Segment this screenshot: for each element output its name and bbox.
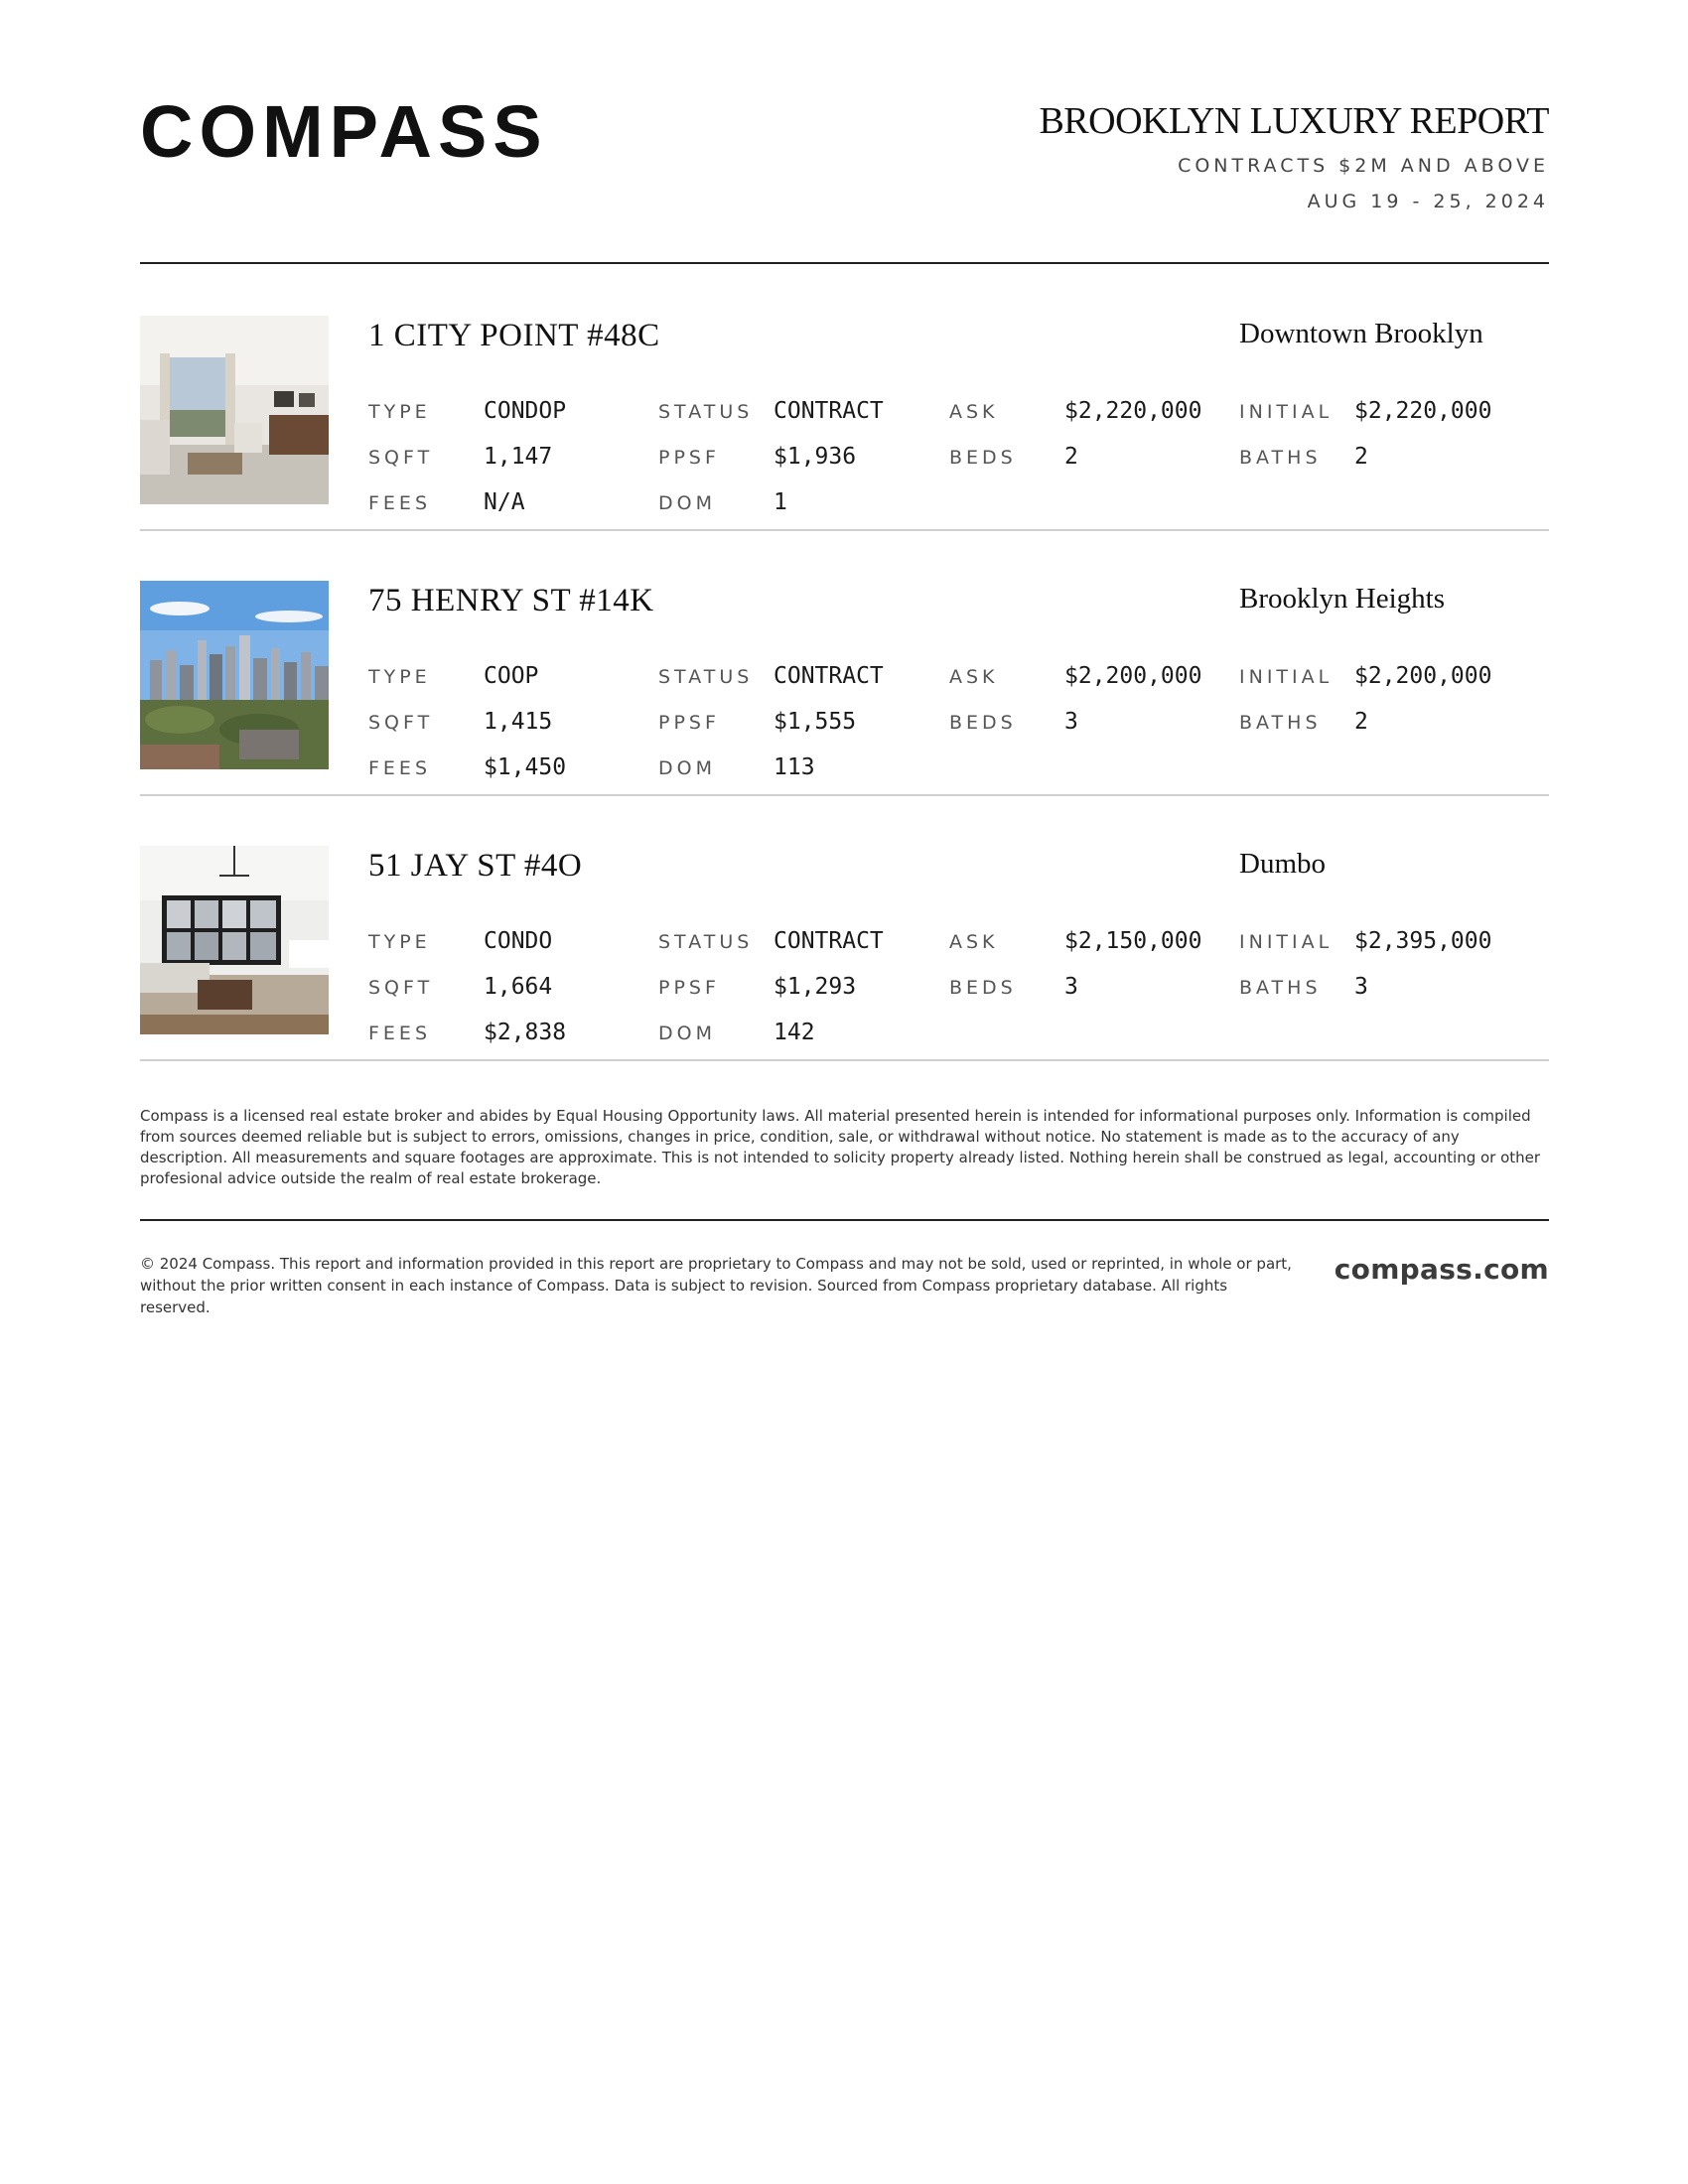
ppsf-label: PPSF: [658, 712, 720, 734]
beds-value: 2: [1064, 444, 1078, 470]
beds-label: BEDS: [949, 977, 1017, 999]
beds-value: 3: [1064, 974, 1078, 1000]
status-value: CONTRACT: [774, 663, 884, 689]
initial-label: INITIAL: [1239, 666, 1334, 688]
ppsf-value: $1,936: [774, 444, 857, 470]
initial-label: INITIAL: [1239, 931, 1334, 953]
dom-value: 142: [774, 1020, 815, 1045]
initial-label: INITIAL: [1239, 401, 1334, 423]
listing-address[interactable]: 75 HENRY ST #14K: [368, 583, 654, 618]
fees-label: FEES: [368, 492, 431, 514]
listing-photo[interactable]: [140, 846, 329, 1034]
loft-interior-photo: [140, 846, 329, 1034]
compass-logo: [140, 95, 567, 167]
sqft-value: 1,664: [484, 974, 553, 1000]
listing-photo[interactable]: [140, 581, 329, 769]
listing-card[interactable]: [140, 266, 1549, 531]
status-value: CONTRACT: [774, 398, 884, 424]
type-value: COOP: [484, 663, 539, 689]
dom-value: 1: [774, 489, 787, 515]
ppsf-value: $1,293: [774, 974, 857, 1000]
fees-value: N/A: [484, 489, 525, 515]
fees-value: $1,450: [484, 754, 567, 780]
baths-label: BATHS: [1239, 712, 1322, 734]
compass-logo-mark: [140, 95, 567, 167]
initial-value: $2,395,000: [1354, 928, 1492, 954]
type-label: TYPE: [368, 931, 431, 953]
ask-value: $2,150,000: [1064, 928, 1202, 954]
type-value: CONDOP: [484, 398, 567, 424]
copyright-notice: © 2024 Compass. This report and information provided in this report are proprietary to Compass and may not be sold, used or reprinted, in whole or part, without the prior written consent in each instance of Compass. Data is subject to revision. Sourced from Compass proprietary database. All rights reserved.: [140, 1255, 1292, 1316]
status-label: STATUS: [658, 401, 754, 423]
ask-label: ASK: [949, 931, 999, 953]
ask-value: $2,220,000: [1064, 398, 1202, 424]
sqft-label: SQFT: [368, 977, 434, 999]
initial-value: $2,220,000: [1354, 398, 1492, 424]
sqft-label: SQFT: [368, 447, 434, 469]
listing-neighborhood: Brooklyn Heights: [1239, 583, 1446, 614]
report-subtitle: CONTRACTS $2M AND ABOVE: [1178, 155, 1549, 177]
report-date-range: AUG 19 - 25, 2024: [1307, 191, 1549, 212]
listing-address[interactable]: 1 CITY POINT #48C: [368, 318, 660, 353]
sqft-value: 1,415: [484, 709, 553, 735]
listing-neighborhood: Dumbo: [1239, 848, 1326, 880]
listing-neighborhood: Downtown Brooklyn: [1239, 318, 1483, 349]
dom-value: 113: [774, 754, 815, 780]
type-value: CONDO: [484, 928, 553, 954]
living-room-photo: [140, 316, 329, 504]
beds-value: 3: [1064, 709, 1078, 735]
ppsf-label: PPSF: [658, 447, 720, 469]
listing-card[interactable]: [140, 796, 1549, 1061]
baths-label: BATHS: [1239, 447, 1322, 469]
header-divider: [140, 262, 1549, 264]
fees-label: FEES: [368, 1023, 431, 1044]
listing-photo[interactable]: [140, 316, 329, 504]
beds-label: BEDS: [949, 712, 1017, 734]
ask-label: ASK: [949, 401, 999, 423]
report-title: BROOKLYN LUXURY REPORT: [1039, 100, 1549, 142]
status-label: STATUS: [658, 666, 754, 688]
listing-card[interactable]: [140, 531, 1549, 796]
beds-label: BEDS: [949, 447, 1017, 469]
legal-disclaimer: Compass is a licensed real estate broker and abides by Equal Housing Opportunity laws. All material presented herein is intended for informational purposes only. Information is compiled from sources deemed reliable but is subject to errors, omissions, changes in price, condition, sale, or withdrawal without notice. No statement is made as to the accuracy of any description. All measurements and square footages are approximate. This is not intended to solicity property already listed. Nothing herein shall be construed as legal, accounting or other profesional advice outside the realm of real estate brokerage.: [140, 1107, 1541, 1187]
compass-site-link[interactable]: compass.com: [1334, 1253, 1549, 1286]
status-value: CONTRACT: [774, 928, 884, 954]
report-header: [140, 0, 1549, 266]
sqft-label: SQFT: [368, 712, 434, 734]
baths-value: 2: [1354, 709, 1368, 735]
dom-label: DOM: [658, 1023, 716, 1044]
compass-logo-text: COMPASS: [140, 95, 548, 167]
ppsf-value: $1,555: [774, 709, 857, 735]
dom-label: DOM: [658, 492, 716, 514]
fees-value: $2,838: [484, 1020, 567, 1045]
dom-label: DOM: [658, 757, 716, 779]
baths-value: 3: [1354, 974, 1368, 1000]
fees-label: FEES: [368, 757, 431, 779]
report-page: [140, 0, 1549, 1316]
ask-value: $2,200,000: [1064, 663, 1202, 689]
skyline-view-photo: [140, 581, 329, 769]
ask-label: ASK: [949, 666, 999, 688]
footer-divider: [140, 1219, 1549, 1221]
ppsf-label: PPSF: [658, 977, 720, 999]
baths-value: 2: [1354, 444, 1368, 470]
type-label: TYPE: [368, 401, 431, 423]
listing-address[interactable]: 51 JAY ST #4O: [368, 848, 583, 884]
status-label: STATUS: [658, 931, 754, 953]
type-label: TYPE: [368, 666, 431, 688]
sqft-value: 1,147: [484, 444, 553, 470]
baths-label: BATHS: [1239, 977, 1322, 999]
initial-value: $2,200,000: [1354, 663, 1492, 689]
